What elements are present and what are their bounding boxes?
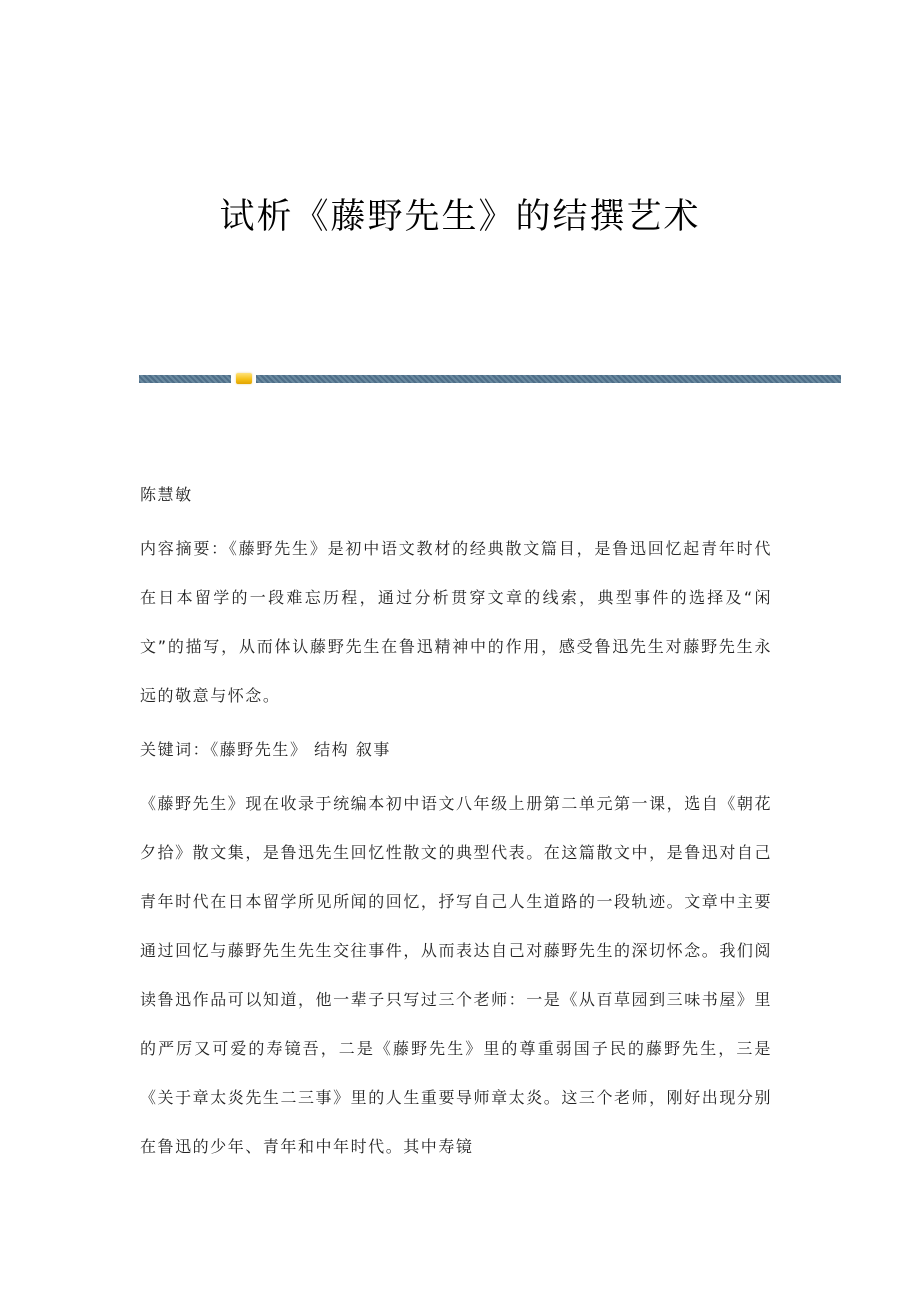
title-divider	[139, 375, 841, 383]
abstract-paragraph: 内容摘要：《藤野先生》是初中语文教材的经典散文篇目，是鲁迅回忆起青年时代在日本留学的一段难忘历程，通过分析贯穿文章的线索，典型事件的选择及“闲文”的描写，从而体认藤野先生在鲁迅精神中的作用，感受鲁迅先生对藤野先生永远的敬意与怀念。	[140, 539, 772, 705]
divider-bar-right	[256, 375, 841, 383]
document-body	[140, 470, 772, 1176]
author-name: 陈慧敏	[140, 485, 193, 504]
divider-ornament-icon	[236, 373, 252, 384]
divider-bar-left	[139, 375, 231, 383]
document-title: 试析《藤野先生》的结撰艺术	[219, 197, 701, 237]
keywords-line: 关键词：《藤野先生》 结构 叙事	[140, 740, 391, 759]
body-paragraph: 《藤野先生》现在收录于统编本初中语文八年级上册第二单元第一课，选自《朝花夕拾》散文集，是鲁迅先生回忆性散文的典型代表。在这篇散文中，是鲁迅对自己青年时代在日本留学所见所闻的回忆，抒写自己人生道路的一段轨迹。文章中主要通过回忆与藤野先生先生交往事件，从而表达自己对藤野先生的深切怀念。我们阅读鲁迅作品可以知道，他一辈子只写过三个老师：一是《从百草园到三味书屋》里的严厉又可爱的寿镜吾，二是《藤野先生》里的尊重弱国子民的藤野先生，三是《关于章太炎先生二三事》里的人生重要导师章太炎。这三个老师，刚好出现分别在鲁迅的少年、青年和中年时代。其中寿镜	[140, 794, 772, 1156]
